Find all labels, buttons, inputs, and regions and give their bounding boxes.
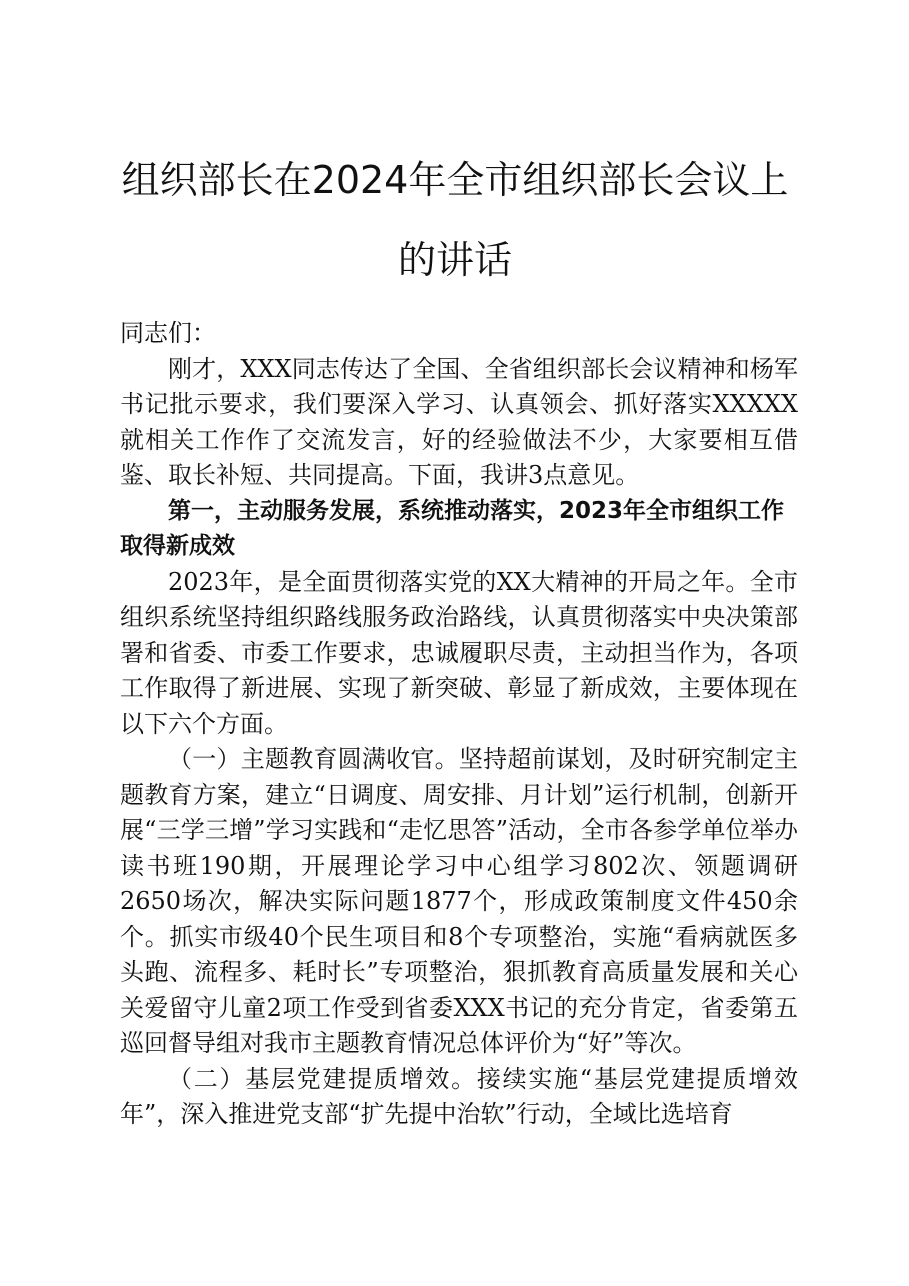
document-title: 组织部长在2024年全市组织部长会议上的讲话 — [121, 158, 789, 282]
section-heading: 第一，主动服务发展，系统推动落实，2023年全市组织工作取得新成效 — [120, 497, 785, 559]
section-paragraph-intro: 2023年，是全面贯彻落实党的XX大精神的开局之年。全市组织系统坚持组织路线服务政治路线，认真贯彻落实中央决策部署和省委、市委工作要求，忠诚履职尽责，主动担当作为，各项工作取得了新进展、实现了新突破、彰显了新成效，主要体现在以下六个方面。 — [120, 567, 798, 738]
section-paragraph-grassroots-party: （二）基层党建提质增效。接续实施“基层党建提质增效年”，深入推进党支部“扩先提中治软”行动，全域比选培育 — [120, 1064, 798, 1128]
salutation: 同志们： — [120, 319, 216, 347]
document-body — [120, 316, 798, 1133]
section-paragraph-theme-education: （一）主题教育圆满收官。坚持超前谋划，及时研究制定主题教育方案，建立“日调度、周安排、月计划”运行机制，创新开展“三学三增”学习实践和“走忆思答”活动，全市各参学单位举办读书班190期，开展理论学习中心组学习802次、领题调研2650场次，解决实际问题1877个，形成政策制度文件450余个。抓实市级40个民生项目和8个专项整治，实施“看病就医多头跑、流程多、耗时长”专项整治，狠抓教育高质量发展和关心关爱留守儿童2项工作受到省委XXX书记的充分肯定，省委第五巡回督导组对我市主题教育情况总体评价为“好”等次。 — [120, 745, 798, 1057]
opening-paragraph: 刚才，XXX同志传达了全国、全省组织部长会议精神和杨军书记批示要求，我们要深入学习、认真领会、抓好落实XXXXX就相关工作作了交流发言，好的经验做法不少，大家要相互借鉴、取长补短、共同提高。下面，我讲3点意见。 — [120, 354, 798, 489]
